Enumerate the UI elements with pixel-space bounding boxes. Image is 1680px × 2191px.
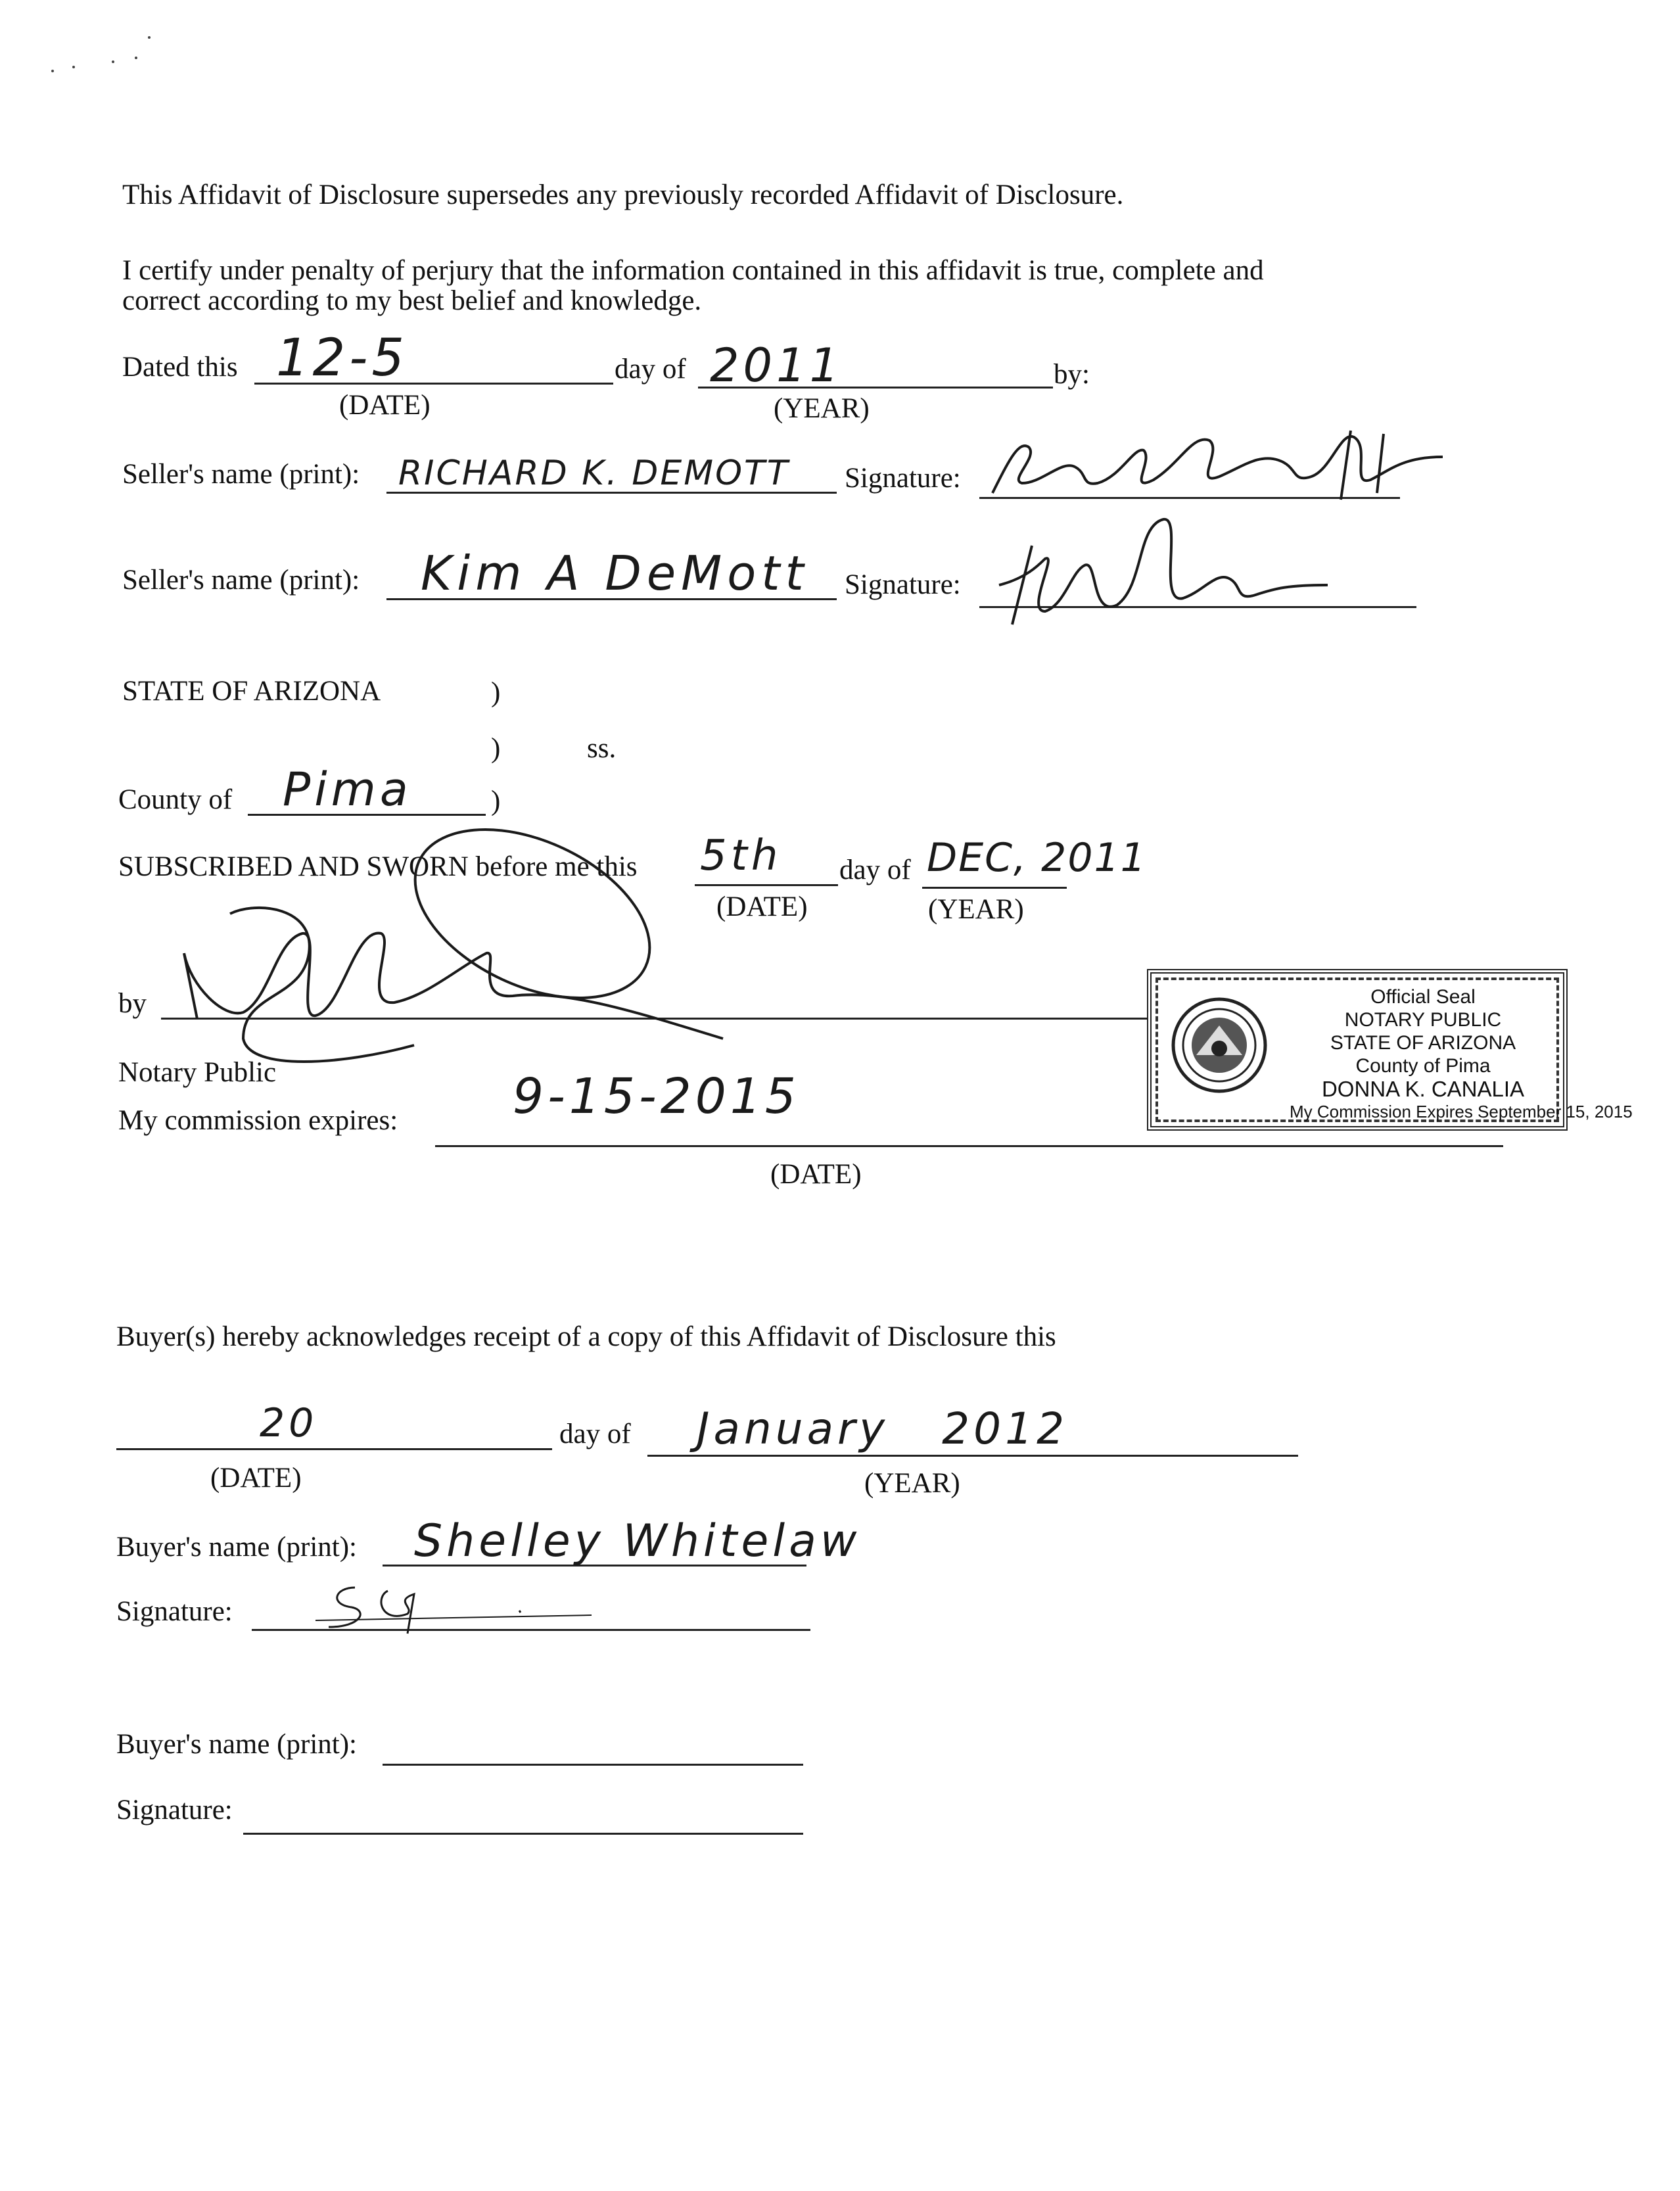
seal-line-3: STATE OF ARIZONA <box>1330 1032 1516 1054</box>
venue-ss: ss. <box>587 733 617 764</box>
buyer-1-signature-label: Signature: <box>116 1596 233 1627</box>
dated-by: by: <box>1054 359 1090 390</box>
venue-paren-1: ) <box>491 677 501 708</box>
buyer-2-signature-line <box>243 1833 803 1835</box>
notary-seal-stamp <box>1147 969 1633 1131</box>
certify-statement-line1: I certify under penalty of perjury that the information contained in this affidavit is true, complete and <box>122 255 1264 286</box>
seller-1-signature-label: Signature: <box>845 463 961 494</box>
scan-speck <box>148 36 151 39</box>
sworn-statement: SUBSCRIBED AND SWORN before me this <box>118 851 638 882</box>
county-label: County of <box>118 784 233 815</box>
sworn-year-caption: (YEAR) <box>928 894 1024 925</box>
sworn-date-caption: (DATE) <box>716 891 808 922</box>
venue-state: STATE OF ARIZONA <box>122 676 381 707</box>
commission-value: 9-15-2015 <box>513 1068 800 1125</box>
buyer-2-name-label: Buyer's name (print): <box>116 1729 357 1760</box>
county-value: Pima <box>283 763 412 816</box>
dated-year-value: 2011 <box>710 339 843 392</box>
buyer-date-line <box>116 1448 552 1450</box>
notary-signature <box>145 822 736 1085</box>
venue-paren-2: ) <box>491 733 501 764</box>
seller-1-signature <box>983 421 1456 506</box>
seller-2-signature-label: Signature: <box>845 569 961 600</box>
sworn-year-value: DEC, 2011 <box>927 835 1147 881</box>
commission-caption: (DATE) <box>770 1159 862 1190</box>
seal-line-6: My Commission Expires September 15, 2015 <box>1290 1102 1633 1121</box>
buyer-year-caption: (YEAR) <box>864 1468 960 1499</box>
commission-line <box>435 1145 1503 1147</box>
seller-2-name-value: Kim A DeMott <box>421 546 809 601</box>
sworn-date-value: 5th <box>700 832 782 880</box>
notary-public-label: Notary Public <box>118 1057 277 1088</box>
scan-speck <box>135 57 137 59</box>
dated-day-of: day of <box>615 354 686 385</box>
supersedes-statement: This Affidavit of Disclosure supersedes any previously recorded Affidavit of Disclosure. <box>122 179 1124 210</box>
buyer-month-year-value: January 2012 <box>697 1403 1069 1454</box>
buyer-1-name-label: Buyer's name (print): <box>116 1532 357 1563</box>
scan-speck <box>112 60 114 63</box>
dated-year-caption: (YEAR) <box>774 393 870 424</box>
buyer-date-value: 20 <box>260 1400 318 1446</box>
buyer-acknowledgement: Buyer(s) hereby acknowledges receipt of a copy of this Affidavit of Disclosure this <box>116 1321 1056 1352</box>
buyer-year-line <box>647 1455 1298 1457</box>
dated-date-value: 12-5 <box>276 329 409 388</box>
sworn-day-of: day of <box>839 855 911 885</box>
venue-paren-3: ) <box>491 786 501 816</box>
buyer-2-name-line <box>383 1764 803 1766</box>
seal-line-5: DONNA K. CANALIA <box>1321 1077 1525 1101</box>
certify-statement-line2: correct according to my best belief and knowledge. <box>122 285 702 316</box>
sworn-year-line <box>922 887 1067 889</box>
state-seal-emblem-icon <box>1170 996 1269 1098</box>
seller-2-signature <box>986 506 1380 638</box>
seller-1-name-label: Seller's name (print): <box>122 459 360 490</box>
seller-2-name-label: Seller's name (print): <box>122 565 360 596</box>
commission-label: My commission expires: <box>118 1105 398 1136</box>
buyer-1-signature <box>315 1574 611 1640</box>
seller-1-name-value: RICHARD K. DEMOTT <box>398 454 790 493</box>
dated-label: Dated this <box>122 352 238 383</box>
seal-line-1: Official Seal <box>1370 986 1476 1008</box>
notary-by-label: by <box>118 988 147 1019</box>
buyer-1-name-value: Shelley Whitelaw <box>414 1515 861 1567</box>
scan-speck <box>72 66 75 68</box>
dated-date-caption: (DATE) <box>339 390 431 421</box>
buyer-day-of: day of <box>559 1419 631 1449</box>
buyer-date-caption: (DATE) <box>210 1463 302 1494</box>
buyer-2-signature-label: Signature: <box>116 1795 233 1826</box>
seal-line-4: County of Pima <box>1355 1055 1491 1077</box>
scan-speck <box>51 70 54 72</box>
seal-line-2: NOTARY PUBLIC <box>1344 1009 1502 1031</box>
